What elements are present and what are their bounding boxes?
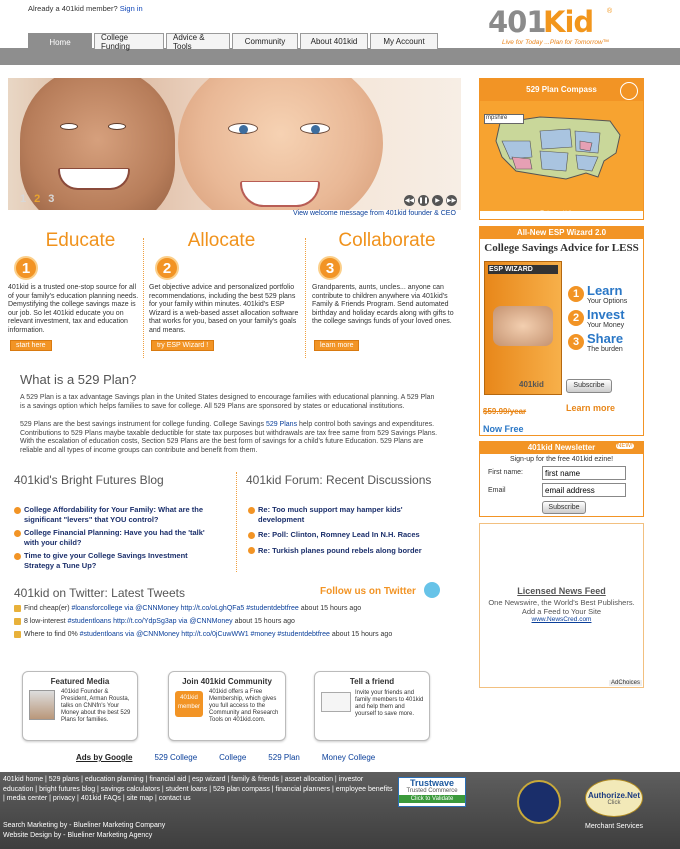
wizard-learn-more-link[interactable]: Learn more xyxy=(566,403,616,413)
forum-item[interactable] xyxy=(248,546,448,556)
forum-item-text[interactable]: Re: Too much support may hamper kids' development xyxy=(258,505,403,524)
credit-design[interactable]: Website Design by - Blueliner Marketing Agency xyxy=(3,831,153,839)
start-here-button[interactable]: start here xyxy=(10,340,52,351)
bullet-icon xyxy=(248,507,255,514)
tweet-text: 8 low-interest xyxy=(24,618,68,625)
sidebar-ad[interactable] xyxy=(479,523,644,688)
now-free-label: Now Free xyxy=(483,424,524,434)
tweet-text: Where to find 0% xyxy=(24,631,80,638)
state-search-input[interactable]: mpshire xyxy=(484,114,524,124)
adchoices-link[interactable]: AdChoices xyxy=(610,680,640,686)
play-icon[interactable]: ▶ xyxy=(432,195,443,206)
rewind-icon[interactable]: ◀◀ xyxy=(404,195,415,206)
step-number: 3 xyxy=(568,334,584,350)
slide-numbers xyxy=(20,193,62,205)
allocate-text: Get objective advice and personalized portfolio recommendations, including the best 529 plans for your family within minutes. 401kid's ESP Wizard is a web-based asset allocation software that works for you, based on your family's goals and means. xyxy=(149,284,299,334)
tweet-time: about 15 hours ago xyxy=(329,631,393,638)
compass-title: 529 Plan Compass xyxy=(480,79,643,101)
allocate-column xyxy=(149,230,299,355)
footer-links[interactable]: 401kid home | 529 plans | education planning | financial aid | esp wizard | family & friends | asset allocation | investor education | bright futures blog | savings calculators | student loans | 529 plan compass | financial planners | employee benefits | media center | privacy | 401kid FAQs | site map | contact us xyxy=(3,776,393,802)
forum-item-text[interactable]: Re: Turkish planes pound rebels along border xyxy=(258,545,422,555)
what-is-529-title: What is a 529 Plan? xyxy=(20,372,137,387)
ad-link[interactable]: 529 College xyxy=(154,753,198,762)
slide-controls xyxy=(404,195,457,206)
forward-icon[interactable]: ▶▶ xyxy=(446,195,457,206)
enlarged-view-link[interactable]: Enlarged View xyxy=(540,211,579,217)
member-text: Already a 401kid member? xyxy=(28,4,118,13)
card-text: Invite your friends and family members to 401kid and help them and yourself to save more. xyxy=(355,690,424,717)
member-badge-icon xyxy=(175,691,203,717)
compass-icon xyxy=(620,82,638,100)
trustwave-sub: Trusted Commerce xyxy=(406,788,458,794)
tweet-time: about 15 hours ago xyxy=(232,618,295,625)
follow-twitter-link[interactable]: Follow us on Twitter xyxy=(320,586,416,597)
blog-item-text[interactable]: Time to give your College Savings Investment Strategy a Tune Up? xyxy=(24,551,188,570)
twitter-icon xyxy=(14,605,21,612)
bullet-icon xyxy=(14,553,21,560)
trustwave-title: Trustwave xyxy=(409,778,455,788)
step-small: Your Options xyxy=(587,298,628,305)
welcome-message-link[interactable]: View welcome message from 401kid founder & CEO xyxy=(293,210,456,217)
allocate-title: Allocate xyxy=(187,230,256,251)
ads-by-google-label[interactable]: Ads by Google xyxy=(76,753,133,762)
card-title: Featured Media xyxy=(50,677,110,686)
hero-slideshow[interactable] xyxy=(8,78,461,210)
hero-photo-child xyxy=(178,78,383,210)
wizard-headline: College Savings Advice for LESS xyxy=(484,242,639,254)
tweet-link[interactable]: #studentloans http://t.co/YdpSg3ap via @CNNMoney xyxy=(67,618,233,625)
footer-credits xyxy=(3,821,165,840)
twitter-icon xyxy=(14,631,21,638)
ad-title[interactable]: Licensed News Feed xyxy=(517,586,606,596)
forum-list xyxy=(248,505,448,555)
first-name-label: First name: xyxy=(488,469,524,476)
para2-text-b: help control both savings and expenditures. Contributions to 529 Plans maybe taxable deductible for state tax purposes but withdrawals are tax free same from 529 Savings Plans. With the escalation of education costs, Section 529 Plans are the best form of savings for a child's future Education. 529 Plans are reliable and all types of income groups can contribute and benefit from them. xyxy=(20,421,438,455)
box-number: 401kid xyxy=(519,380,544,389)
logo-tagline: Live for Today ...Plan for Tomorrow™ xyxy=(502,39,610,46)
educate-text: 401kid is a trusted one-stop source for all of your family's education planning needs. Demystifying the college savings maze is our job. So let 401kid educate you on relevant investment, tax and education information. xyxy=(8,284,139,334)
step-share xyxy=(568,331,644,353)
slide-3[interactable]: 3 xyxy=(48,193,63,205)
forum-title: 401kid Forum: Recent Discussions xyxy=(246,473,432,487)
twitter-title: 401kid on Twitter: Latest Tweets xyxy=(14,586,185,600)
authorize-label: Authorize.Net xyxy=(588,791,640,800)
number-1-icon: 1 xyxy=(14,256,38,280)
first-name-input[interactable] xyxy=(542,466,626,480)
blog-item[interactable] xyxy=(14,551,214,570)
bullet-icon xyxy=(14,530,21,537)
logo-401: 401 xyxy=(488,5,546,39)
what-is-529-para2 xyxy=(20,421,440,456)
box-label: ESP WIZARD xyxy=(488,265,558,274)
ad-link[interactable]: College xyxy=(219,753,247,762)
bullet-icon xyxy=(248,532,255,539)
blog-list xyxy=(14,505,214,570)
join-community-card[interactable] xyxy=(168,671,286,741)
twitter-bird-icon[interactable] xyxy=(424,582,440,598)
envelope-icon xyxy=(321,692,351,712)
step-invest xyxy=(568,307,644,329)
logo-registered: ® xyxy=(607,8,613,15)
what-is-529-para1: A 529 Plan is a tax advantage Savings plan in the United States designed to encourage families with educational planning. A 529 Plan is a savings option which helps families to save for college. All 529 Plans are sponsored by states or educational institutions. xyxy=(20,394,435,410)
step-number: 2 xyxy=(568,310,584,326)
twitter-icon xyxy=(14,618,21,625)
tab-home[interactable]: Home xyxy=(28,33,92,50)
forum-item[interactable] xyxy=(248,505,448,524)
step-number: 1 xyxy=(568,286,584,302)
learn-more-button[interactable]: learn more xyxy=(314,340,359,351)
esp-wizard-box-image xyxy=(484,261,562,395)
try-esp-wizard-button[interactable]: try ESP Wizard ! xyxy=(151,340,214,351)
wizard-steps xyxy=(568,283,644,353)
nav-bar xyxy=(0,48,680,65)
trustwave-badge[interactable] xyxy=(398,777,466,807)
authorize-net-badge[interactable] xyxy=(585,779,643,817)
hero-photo-father xyxy=(20,78,175,210)
divider xyxy=(305,238,306,358)
member-prompt xyxy=(28,4,143,13)
trustwave-validate: Click to Validate xyxy=(399,795,465,803)
educate-title: Educate xyxy=(45,230,116,251)
401kid-logo[interactable] xyxy=(488,5,638,47)
step-big: Share xyxy=(587,331,624,346)
newsletter-title: 401kid Newsletter xyxy=(480,442,643,454)
educate-column xyxy=(8,230,153,355)
esp-wizard-box[interactable] xyxy=(479,226,644,436)
ad-link[interactable]: 529 Plan xyxy=(268,753,300,762)
tweet-time: about 15 hours ago xyxy=(298,605,362,612)
bullet-icon xyxy=(248,547,255,554)
tweet-text: Find cheap(er) xyxy=(24,605,72,612)
authorize-click: Click xyxy=(607,800,621,806)
tweet-link[interactable]: #loansforcollege via @CNNMoney http://t.co/oLghQFa5 #studentdebtfree xyxy=(71,605,299,612)
tweet xyxy=(14,604,464,613)
card-title: Join 401kid Community xyxy=(182,677,272,686)
tweet-link[interactable]: #studentloans via @CNNMoney http://t.co/0jCuwWW1 #money #studentdebtfree xyxy=(79,631,330,638)
email-input[interactable] xyxy=(542,483,626,497)
blog-title: 401kid's Bright Futures Blog xyxy=(14,473,164,487)
collaborate-text: Grandparents, aunts, uncles... anyone can contribute to children anywhere via 401kid's Family & Friends Program. Send automated birthday and holiday ecards along with gifts to the college savings funds of your loved ones. xyxy=(312,284,454,326)
blog-item[interactable] xyxy=(14,528,214,547)
box-photo xyxy=(493,306,553,346)
forum-item-text[interactable]: Re: Poll: Clinton, Romney Lead In N.H. Races xyxy=(258,530,420,539)
collaborate-column xyxy=(312,230,462,355)
founder-photo xyxy=(29,690,55,720)
tweet-list xyxy=(14,604,464,639)
google-ads-bar xyxy=(76,753,375,762)
blog-item-text[interactable]: College Affordability for Your Family: What are the significant "levers" that YOU control? xyxy=(24,505,204,524)
wizard-title: All-New ESP Wizard 2.0 xyxy=(480,227,643,239)
529-compass-box xyxy=(479,78,644,220)
step-big: Learn xyxy=(587,283,623,298)
tab-my-account[interactable]: My Account xyxy=(370,33,438,49)
pause-icon[interactable]: ❚❚ xyxy=(418,195,429,206)
main-nav xyxy=(28,33,440,50)
badge-401kid: 401kid xyxy=(180,695,198,701)
tweet xyxy=(14,617,464,626)
tell-friend-card[interactable] xyxy=(314,671,430,741)
ad-text: One Newswire, the World's Best Publishers. Add a Feed to Your Site xyxy=(488,598,635,616)
bullet-icon xyxy=(14,507,21,514)
tab-about[interactable]: About 401kid xyxy=(300,33,368,49)
collaborate-title: Collaborate xyxy=(338,230,436,251)
para2-text-a: 529 Plans are the best savings instrument for college funding. College Savings xyxy=(20,421,266,428)
ad-url[interactable]: www.NewsCred.com xyxy=(531,616,592,623)
tweet xyxy=(14,630,464,639)
badge-member: member xyxy=(177,704,200,710)
number-2-icon: 2 xyxy=(155,256,179,280)
credit-search[interactable]: Search Marketing by - Blueliner Marketing Company xyxy=(3,822,166,829)
newsletter-subtitle: Sign-up for the free 401kid ezine! xyxy=(509,456,614,463)
divider xyxy=(143,238,144,358)
tab-college-funding[interactable]: College Funding xyxy=(94,33,164,49)
step-big: Invest xyxy=(587,307,625,322)
new-badge: NEW! xyxy=(617,443,633,449)
slide-2[interactable]: 2 xyxy=(34,193,49,205)
529-plans-link[interactable]: 529 Plans xyxy=(265,421,298,428)
number-3-icon: 3 xyxy=(318,256,342,280)
signin-link[interactable]: Sign in xyxy=(119,4,143,13)
slide-1[interactable]: 1 xyxy=(20,193,35,205)
newsletter-box xyxy=(479,441,644,517)
blog-item-text[interactable]: College Financial Planning: Have you had the 'talk' with your child? xyxy=(24,528,205,547)
newsletter-subscribe-button[interactable]: Subscribe xyxy=(542,501,586,514)
card-text: 401kid offers a Free Membership, which gives you full access to the Community and Research Tools on 401kid.com. xyxy=(209,689,279,723)
step-small: The burden xyxy=(587,346,623,353)
step-small: Your Money xyxy=(587,322,625,329)
card-text: 401kid Founder & President, Arman Rousta, talks on CNNfn's Your Money about the best 529 Plans for families. xyxy=(61,689,131,723)
featured-media-card[interactable] xyxy=(22,671,138,741)
tab-community[interactable]: Community xyxy=(232,33,298,49)
old-price: $59.99/year xyxy=(483,407,527,416)
divider xyxy=(236,472,237,572)
blog-item[interactable] xyxy=(14,505,214,524)
logo-kid: Kid xyxy=(543,5,594,39)
us-map-panel[interactable] xyxy=(480,101,643,211)
merchant-services-label: Merchant Services xyxy=(585,823,643,830)
email-label: Email xyxy=(488,487,506,494)
wizard-subscribe-button[interactable]: Subscribe xyxy=(566,379,612,393)
step-learn xyxy=(568,283,644,305)
ad-link[interactable]: Money College xyxy=(321,753,376,762)
card-title: Tell a friend xyxy=(349,677,395,686)
tab-advice-tools[interactable]: Advice & Tools xyxy=(166,33,230,49)
seal-icon xyxy=(517,780,561,824)
forum-item[interactable] xyxy=(248,530,448,540)
